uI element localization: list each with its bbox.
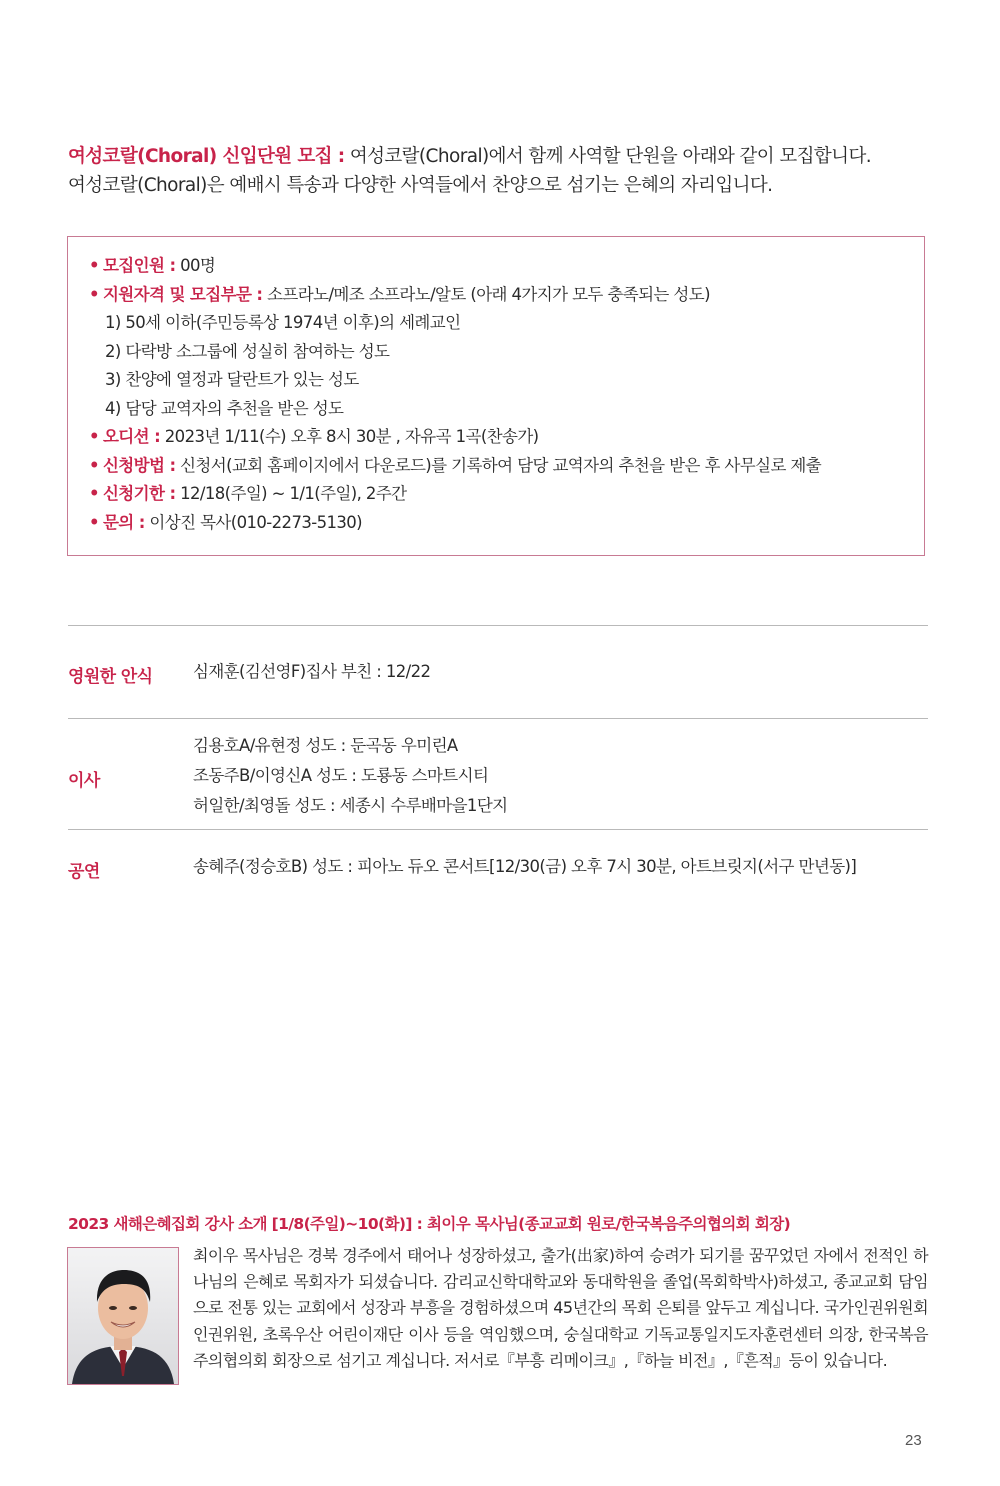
recruit-text: 이상진 목사(010-2273-5130)	[144, 512, 363, 532]
recruit-text: 2023년 1/11(수) 오후 8시 30분 , 자유곡 1곡(찬송가)	[160, 427, 539, 446]
speaker-title: 2023 새해은혜집회 강사 소개 [1/8(주일)~10(화)] : 최이우 목사님(종교교회 원로/한국복음주의협의회 회장)	[68, 1215, 791, 1233]
rest-label: 영원한 안식	[68, 667, 153, 687]
divider	[68, 718, 928, 719]
recruit-label: 지원자격 및 모집부문 :	[102, 284, 263, 304]
recruit-item	[89, 252, 924, 281]
intro-line-1-text: 여성코랄(Choral)에서 함께 사역할 단원을 아래와 같이 모집합니다.	[344, 146, 871, 167]
concert-label: 공연	[68, 862, 100, 882]
page-number: 23	[905, 1432, 922, 1449]
recruit-label: 문의 :	[102, 512, 145, 532]
moving-item: 김용호A/유현정 성도 : 둔곡동 우미린A	[193, 736, 458, 755]
condition-item: 3) 찬양에 열정과 달란트가 있는 성도	[105, 370, 359, 389]
recruit-item	[89, 509, 924, 538]
recruit-item	[89, 480, 924, 509]
portrait-image	[68, 1248, 178, 1384]
choral-intro	[68, 142, 938, 200]
condition-item: 1) 50세 이하(주민등록상 1974년 이후)의 세례교인	[105, 313, 461, 332]
condition-item: 2) 다락방 소그룹에 성실히 참여하는 성도	[105, 341, 390, 361]
recruit-item	[89, 423, 924, 452]
divider	[68, 829, 928, 830]
bullet-icon: •	[89, 427, 99, 446]
moving-list	[193, 731, 508, 821]
recruit-item	[89, 452, 924, 481]
intro-line-2: 여성코랄(Choral)은 예배시 특송과 다양한 사역들에서 찬양으로 섬기는 은혜의 자리입니다.	[68, 175, 773, 196]
intro-heading: 여성코랄(Choral) 신입단원 모집 :	[68, 146, 345, 167]
speaker-photo	[67, 1247, 179, 1385]
recruit-text: 00명	[175, 256, 216, 275]
bullet-icon: •	[89, 512, 99, 532]
recruit-label: 모집인원 :	[102, 256, 176, 275]
divider	[68, 625, 928, 626]
recruit-label: 신청방법 :	[102, 455, 176, 475]
moving-item: 조동주B/이영신A 성도 : 도룡동 스마트시티	[193, 766, 489, 785]
recruit-text: 신청서(교회 홈페이지에서 다운로드)를 기록하여 담당 교역자의 추천을 받은 후 사무실로 제출	[175, 455, 822, 475]
recruit-text: 12/18(주일) ~ 1/1(주일), 2주간	[175, 484, 407, 503]
intro-line-1	[68, 142, 938, 171]
recruit-label: 신청기한 :	[102, 484, 176, 503]
bullet-icon: •	[89, 284, 99, 304]
recruit-item	[89, 281, 924, 310]
speaker-bio: 최이우 목사님은 경북 경주에서 태어나 성장하셨고, 출가(出家)하여 승려가 되기를 꿈꾸었던 자에서 전적인 하나님의 은혜로 목회자가 되셨습니다. 감리교신학대학교와 동대학원을 졸업(목회학박사)하셨고, 종교교회 담임으로 전통 있는 교회에서 성장과 부흥을 경험하셨으며 45년간의 목회 은퇴를 앞두고 계십니다. 국가인권위원회 인권위원, 초록우산 어린이재단 이사 등을 역임했으며, 숭실대학교 기독교통일지도자훈련센터 의장, 한국복음주의협의회 회장으로 섬기고 계십니다. 저서로『부흥 리메이크』,『하늘 비전』,『흔적』등이 있습니다.	[193, 1246, 928, 1370]
bullet-icon: •	[89, 455, 99, 475]
moving-label: 이사	[68, 771, 100, 791]
recruit-label: 오디션 :	[102, 427, 161, 446]
recruit-box	[67, 236, 925, 556]
concert-text: 송혜주(정승호B) 성도 : 피아노 듀오 콘서트[12/30(금) 오후 7시 30분, 아트브릿지(서구 만년동)]	[193, 857, 857, 876]
rest-text: 심재훈(김선영F)집사 부친 : 12/22	[193, 662, 431, 681]
moving-item: 허일한/최영돌 성도 : 세종시 수루배마을1단지	[193, 796, 508, 815]
recruit-text: 소프라노/메조 소프라노/알토 (아래 4가지가 모두 충족되는 성도)	[262, 284, 710, 304]
bullet-icon: •	[89, 484, 99, 503]
condition-item: 4) 담당 교역자의 추천을 받은 성도	[105, 398, 344, 418]
bullet-icon: •	[89, 256, 99, 275]
